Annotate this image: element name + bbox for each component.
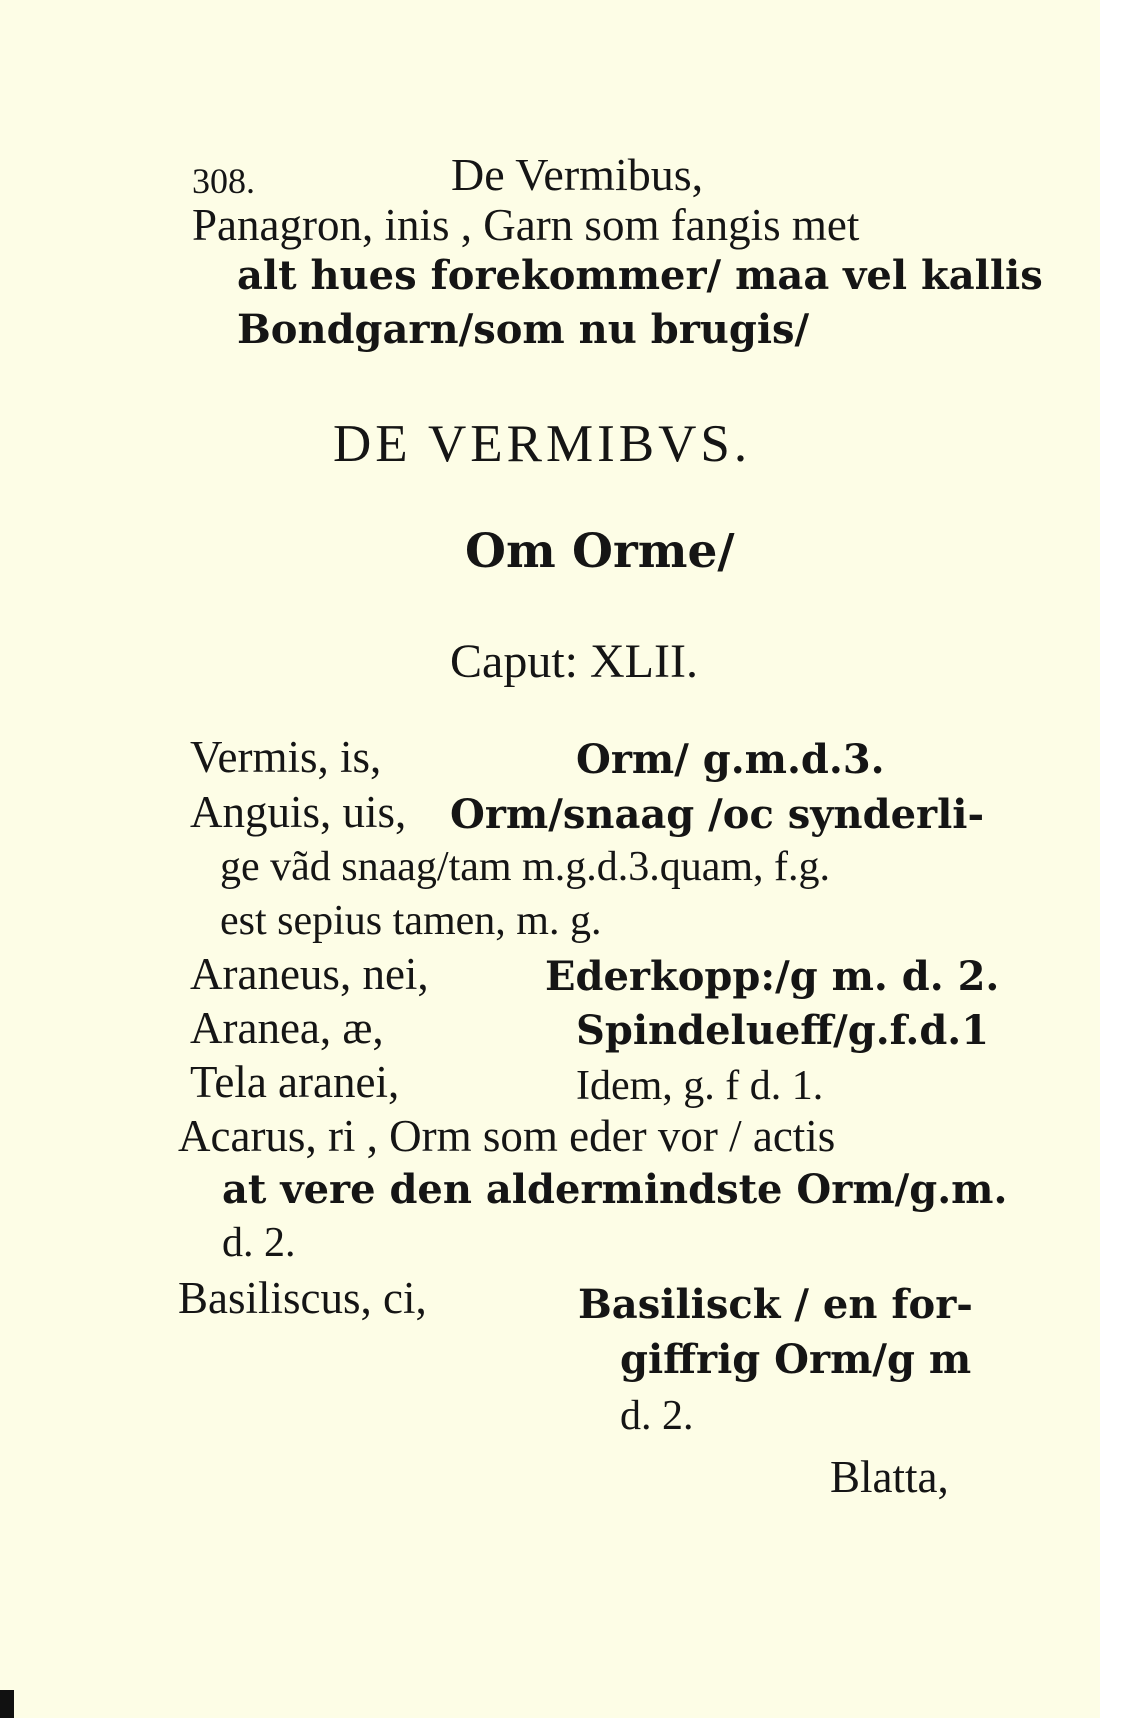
scan-margin: [1100, 0, 1128, 1718]
entry-danish: Spindelueff/g.f.d.1: [576, 1007, 990, 1054]
entry-danish: Basilisck / en for-: [578, 1281, 973, 1328]
chapter-subtitle: Om Orme/: [465, 524, 735, 579]
scan-edge-mark: [0, 1690, 14, 1718]
entry-continuation: at vere den aldermindste Orm/g.m.: [222, 1166, 1008, 1213]
entry-latin: Vermis, is,: [190, 732, 382, 782]
entry-continuation: d. 2.: [620, 1393, 694, 1439]
catchword: Blatta,: [830, 1452, 949, 1502]
entry-latin: Aranea, æ,: [190, 1003, 384, 1053]
entry-latin: Acarus, ri , Orm som eder vor / actis: [178, 1111, 836, 1161]
intro-line-1: Panagron, inis , Garn som fangis met: [192, 200, 860, 250]
entry-latin: Anguis, uis,: [190, 787, 407, 837]
entry-continuation: est sepius tamen, m. g.: [220, 898, 602, 944]
entry-continuation: d. 2.: [222, 1220, 296, 1266]
intro-line-3: Bondgarn/som nu brugis/: [237, 306, 810, 353]
running-title: De Vermibus,: [451, 149, 704, 200]
entry-danish: Ederkopp:/g m. d. 2.: [545, 953, 1000, 1000]
entry-continuation: giffrig Orm/g m: [620, 1336, 972, 1383]
section-title: DE VERMIBVS.: [333, 415, 752, 473]
page-number: 308.: [192, 161, 255, 201]
chapter-number: Caput: XLII.: [450, 635, 698, 688]
entry-danish: Idem, g. f d. 1.: [576, 1063, 824, 1109]
intro-line-2: alt hues forekommer/ maa vel kallis: [237, 252, 1043, 299]
entry-latin: Basiliscus, ci,: [178, 1273, 427, 1323]
entry-latin: Araneus, nei,: [190, 949, 429, 999]
entry-danish: Orm/ g.m.d.3.: [576, 736, 885, 783]
entry-danish: Orm/snaag /oc synderli-: [450, 791, 985, 838]
entry-latin: Tela aranei,: [190, 1057, 400, 1107]
entry-continuation: ge vãd snaag/tam m.g.d.3.quam, f.g.: [220, 844, 831, 890]
